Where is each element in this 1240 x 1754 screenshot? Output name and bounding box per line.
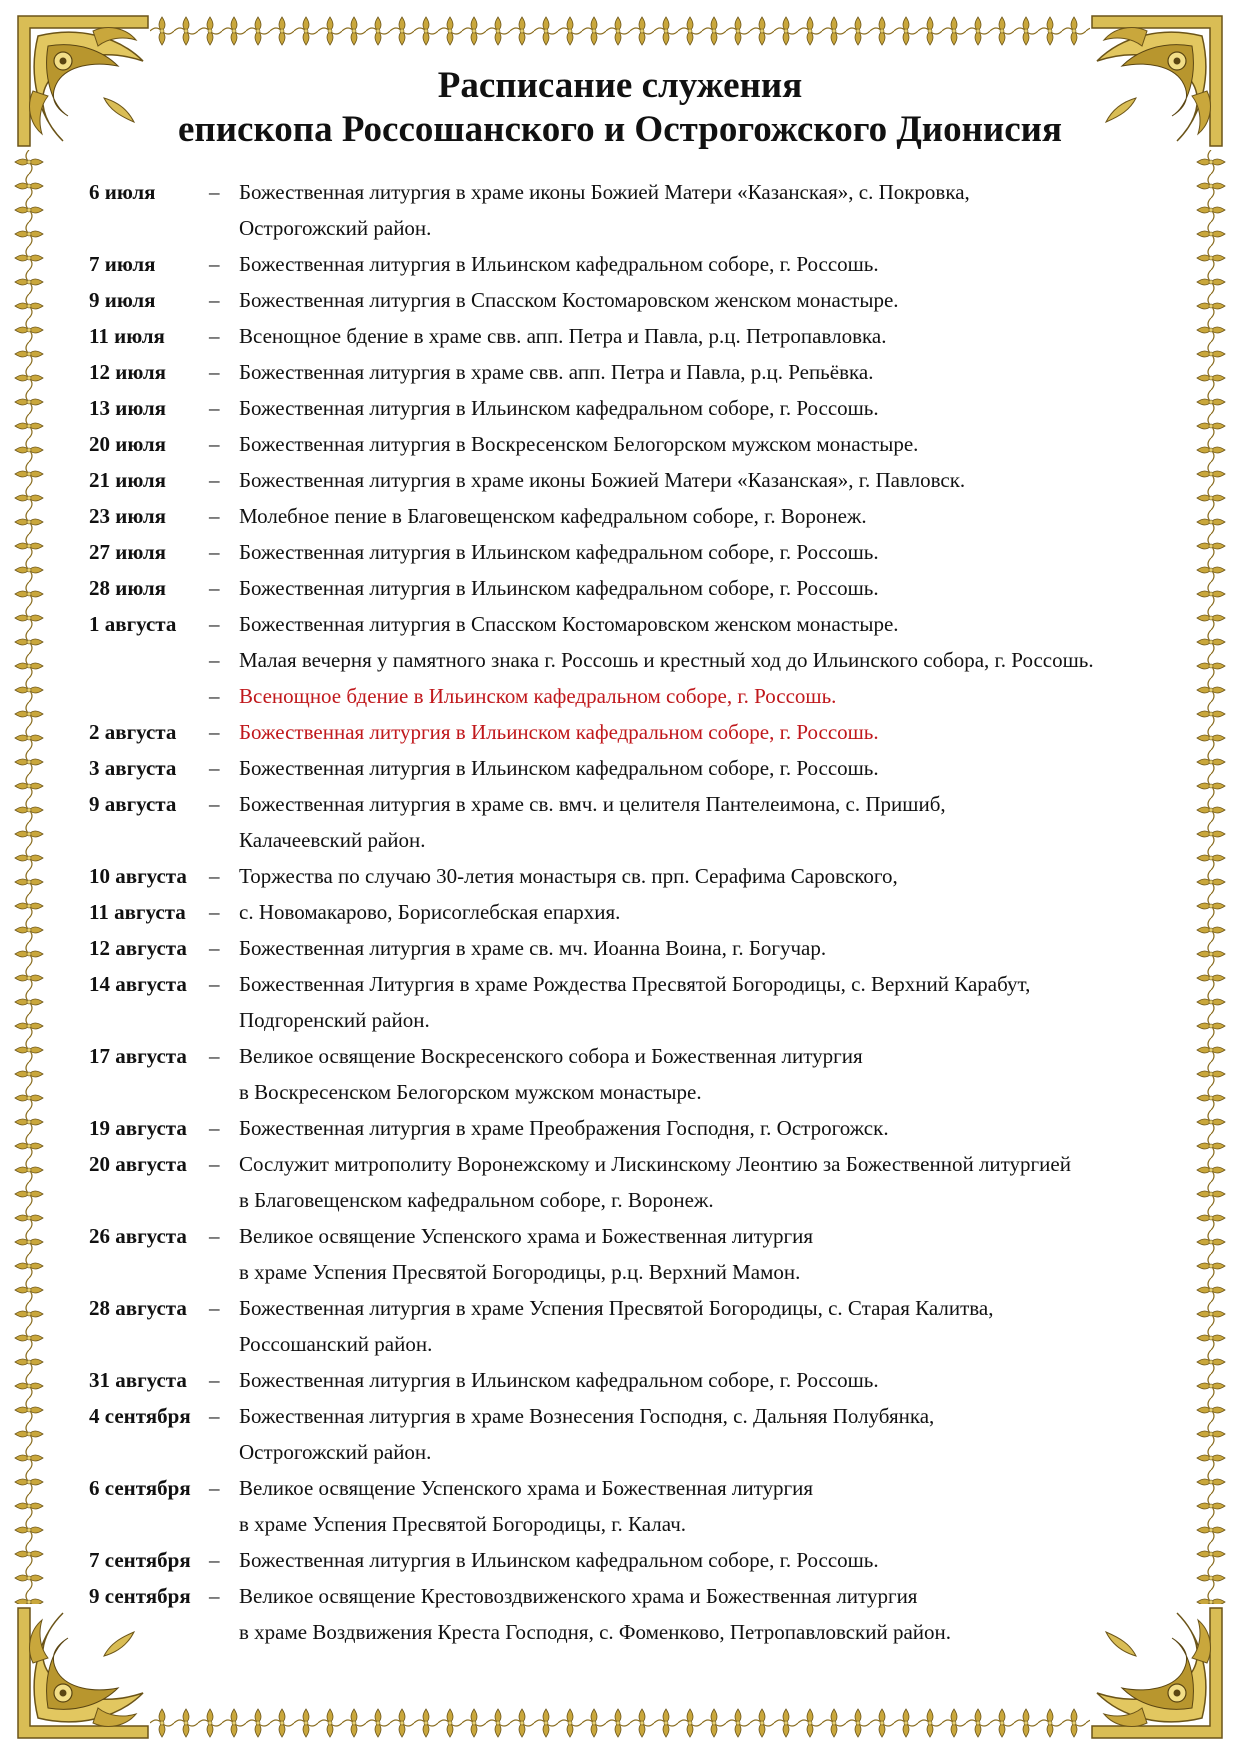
entry-date: 14 августа bbox=[89, 972, 187, 996]
entry-description-line: Божественная литургия в храме свв. апп. Петра и Павла, р.ц. Репьёвка. bbox=[239, 360, 874, 384]
entry-dash: – bbox=[209, 288, 220, 312]
schedule-entry bbox=[89, 930, 1189, 966]
schedule-entry bbox=[89, 1110, 1189, 1146]
entry-description-line: Калачеевский район. bbox=[239, 828, 426, 852]
entry-dash: – bbox=[209, 360, 220, 384]
entry-description bbox=[239, 570, 1189, 606]
entry-description-line: Божественная литургия в храме Успения Пресвятой Богородицы, с. Старая Калитва, bbox=[239, 1296, 994, 1320]
schedule-entry bbox=[89, 174, 1189, 246]
entry-date: 6 июля bbox=[89, 180, 156, 204]
entry-description-line: в храме Успения Пресвятой Богородицы, р.ц. Верхний Мамон. bbox=[239, 1260, 801, 1284]
frame-border-top bbox=[150, 14, 1090, 48]
entry-description-line: Божественная литургия в Ильинском кафедральном соборе, г. Россошь. bbox=[239, 396, 879, 420]
entry-description-line: в храме Успения Пресвятой Богородицы, г. Калач. bbox=[239, 1512, 687, 1536]
entry-dash: – bbox=[209, 324, 220, 348]
entry-date: 28 августа bbox=[89, 1296, 187, 1320]
entry-description-line: Божественная литургия в Ильинском кафедральном соборе, г. Россошь. bbox=[239, 1548, 879, 1572]
entry-dash: – bbox=[209, 936, 220, 960]
entry-dash: – bbox=[209, 180, 220, 204]
entry-dash: – bbox=[209, 576, 220, 600]
entry-dash: – bbox=[209, 972, 220, 996]
schedule-entry bbox=[89, 426, 1189, 462]
frame-border-right bbox=[1194, 150, 1228, 1604]
entry-description bbox=[239, 246, 1189, 282]
entry-date: 11 августа bbox=[89, 900, 186, 924]
entry-dash: – bbox=[209, 648, 220, 672]
entry-description-line: Подгоренский район. bbox=[239, 1008, 430, 1032]
schedule-entry bbox=[89, 642, 1189, 678]
entry-dash: – bbox=[209, 1404, 220, 1428]
schedule-entry bbox=[89, 1578, 1189, 1650]
title-line-1: Расписание служения bbox=[437, 65, 803, 106]
entry-description bbox=[239, 606, 1189, 642]
entry-date: 17 августа bbox=[89, 1044, 187, 1068]
entry-description bbox=[239, 1110, 1189, 1146]
entry-description bbox=[239, 1362, 1189, 1398]
entry-description-line: Божественная литургия в Ильинском кафедральном соборе, г. Россошь. bbox=[239, 1368, 879, 1392]
entry-date: 7 сентября bbox=[89, 1548, 191, 1572]
entry-description-line: Божественная литургия в храме иконы Божией Матери «Казанская», г. Павловск. bbox=[239, 468, 966, 492]
schedule-entry bbox=[89, 606, 1189, 642]
entry-description bbox=[239, 282, 1189, 318]
schedule-entry bbox=[89, 786, 1189, 858]
entry-date: 13 июля bbox=[89, 396, 167, 420]
entry-description bbox=[239, 786, 1189, 858]
entry-description-line: Божественная литургия в Ильинском кафедральном соборе, г. Россошь. bbox=[239, 540, 879, 564]
schedule-list bbox=[89, 174, 1189, 1650]
entry-description bbox=[239, 498, 1189, 534]
entry-description bbox=[239, 966, 1189, 1038]
schedule-entry bbox=[89, 390, 1189, 426]
schedule-entry bbox=[89, 534, 1189, 570]
entry-date: 31 августа bbox=[89, 1368, 187, 1392]
entry-description bbox=[239, 318, 1189, 354]
entry-description bbox=[239, 1398, 1189, 1470]
entry-date: 20 августа bbox=[89, 1152, 187, 1176]
entry-dash: – bbox=[209, 1116, 220, 1140]
entry-date: 9 сентября bbox=[89, 1584, 191, 1608]
entry-dash: – bbox=[209, 612, 220, 636]
entry-description-line: Божественная литургия в храме иконы Божией Матери «Казанская», с. Покровка, bbox=[239, 180, 970, 204]
entry-description bbox=[239, 1470, 1189, 1542]
entry-dash: – bbox=[209, 1548, 220, 1572]
entry-date: 1 августа bbox=[89, 612, 177, 636]
entry-description bbox=[239, 1542, 1189, 1578]
entry-description-line: Божественная литургия в храме Вознесения Господня, с. Дальняя Полубянка, bbox=[239, 1404, 935, 1428]
entry-date: 7 июля bbox=[89, 252, 156, 276]
entry-description-line: Божественная литургия в храме св. мч. Иоанна Воина, г. Богучар. bbox=[239, 936, 827, 960]
entry-date: 6 сентября bbox=[89, 1476, 191, 1500]
entry-description-line: Великое освящение Воскресенского собора и Божественная литургия bbox=[239, 1044, 863, 1068]
schedule-entry bbox=[89, 714, 1189, 750]
entry-description-line: Божественная литургия в Спасском Костомаровском женском монастыре. bbox=[239, 288, 899, 312]
entry-description bbox=[239, 642, 1189, 678]
entry-description-line: Торжества по случаю 30-летия монастыря св. прп. Серафима Саровского, bbox=[239, 864, 898, 888]
entry-description-line: Божественная литургия в Спасском Костомаровском женском монастыре. bbox=[239, 612, 899, 636]
page-title bbox=[0, 64, 1240, 152]
entry-description-line: в Благовещенском кафедральном соборе, г. Воронеж. bbox=[239, 1188, 714, 1212]
schedule-entry bbox=[89, 462, 1189, 498]
entry-date: 3 августа bbox=[89, 756, 177, 780]
schedule-entry bbox=[89, 318, 1189, 354]
entry-description bbox=[239, 714, 1189, 750]
entry-description-line: Божественная литургия в Ильинском кафедральном соборе, г. Россошь. bbox=[239, 252, 879, 276]
entry-description-line: Всенощное бдение в Ильинском кафедральном соборе, г. Россошь. bbox=[239, 684, 837, 708]
schedule-entry bbox=[89, 1398, 1189, 1470]
entry-date: 27 июля bbox=[89, 540, 167, 564]
entry-description-line: Божественная литургия в храме св. вмч. и целителя Пантелеимона, с. Пришиб, bbox=[239, 792, 946, 816]
entry-description bbox=[239, 1146, 1189, 1218]
entry-description-line: Великое освящение Успенского храма и Божественная литургия bbox=[239, 1476, 814, 1500]
entry-dash: – bbox=[209, 540, 220, 564]
entry-description-line: в Воскресенском Белогорском мужском монастыре. bbox=[239, 1080, 702, 1104]
entry-date: 10 августа bbox=[89, 864, 187, 888]
schedule-entry bbox=[89, 1038, 1189, 1110]
entry-description bbox=[239, 390, 1189, 426]
entry-dash: – bbox=[209, 792, 220, 816]
entry-date: 12 июля bbox=[89, 360, 167, 384]
entry-description bbox=[239, 1038, 1189, 1110]
entry-description-line: Молебное пение в Благовещенском кафедральном соборе, г. Воронеж. bbox=[239, 504, 867, 528]
schedule-entry bbox=[89, 246, 1189, 282]
entry-dash: – bbox=[209, 1152, 220, 1176]
schedule-entry bbox=[89, 1362, 1189, 1398]
entry-date: 28 июля bbox=[89, 576, 167, 600]
entry-dash: – bbox=[209, 684, 220, 708]
entry-date: 26 августа bbox=[89, 1224, 187, 1248]
entry-dash: – bbox=[209, 396, 220, 420]
schedule-entry bbox=[89, 570, 1189, 606]
entry-date: 9 августа bbox=[89, 792, 177, 816]
frame-border-left bbox=[12, 150, 46, 1604]
entry-dash: – bbox=[209, 504, 220, 528]
schedule-entry bbox=[89, 750, 1189, 786]
entry-description bbox=[239, 354, 1189, 390]
entry-dash: – bbox=[209, 1476, 220, 1500]
entry-description bbox=[239, 1218, 1189, 1290]
entry-dash: – bbox=[209, 1224, 220, 1248]
schedule-entry bbox=[89, 498, 1189, 534]
entry-dash: – bbox=[209, 1368, 220, 1392]
schedule-entry bbox=[89, 1146, 1189, 1218]
entry-dash: – bbox=[209, 864, 220, 888]
entry-description bbox=[239, 750, 1189, 786]
entry-description-line: Божественная литургия в Ильинском кафедральном соборе, г. Россошь. bbox=[239, 576, 879, 600]
schedule-entry bbox=[89, 1290, 1189, 1362]
schedule-entry bbox=[89, 678, 1189, 714]
entry-date: 12 августа bbox=[89, 936, 187, 960]
entry-description-line: Божественная литургия в Ильинском кафедральном соборе, г. Россошь. bbox=[239, 756, 879, 780]
entry-description bbox=[239, 678, 1189, 714]
entry-date: 20 июля bbox=[89, 432, 167, 456]
entry-date: 11 июля bbox=[89, 324, 165, 348]
entry-date: 9 июля bbox=[89, 288, 156, 312]
entry-description bbox=[239, 426, 1189, 462]
entry-description bbox=[239, 1578, 1189, 1650]
entry-description-line: Великое освящение Успенского храма и Божественная литургия bbox=[239, 1224, 814, 1248]
entry-dash: – bbox=[209, 1044, 220, 1068]
entry-date: 19 августа bbox=[89, 1116, 187, 1140]
entry-description-line: Острогожский район. bbox=[239, 1440, 432, 1464]
entry-date: 23 июля bbox=[89, 504, 167, 528]
entry-dash: – bbox=[209, 432, 220, 456]
entry-description-line: Россошанский район. bbox=[239, 1332, 433, 1356]
entry-description-line: Божественная Литургия в храме Рождества Пресвятой Богородицы, с. Верхний Карабут, bbox=[239, 972, 1031, 996]
entry-description-line: Острогожский район. bbox=[239, 216, 432, 240]
schedule-entry bbox=[89, 1218, 1189, 1290]
entry-description bbox=[239, 894, 1189, 930]
entry-description-line: с. Новомакарово, Борисоглебская епархия. bbox=[239, 900, 621, 924]
schedule-entry bbox=[89, 1542, 1189, 1578]
schedule-entry bbox=[89, 966, 1189, 1038]
entry-dash: – bbox=[209, 252, 220, 276]
schedule-entry bbox=[89, 1470, 1189, 1542]
entry-description bbox=[239, 1290, 1189, 1362]
title-line-2: епископа Россошанского и Острогожского Дионисия bbox=[178, 109, 1062, 150]
entry-dash: – bbox=[209, 720, 220, 744]
entry-description-line: Малая вечерня у памятного знака г. Россошь и крестный ход до Ильинского собора, г. Россошь. bbox=[239, 648, 1094, 672]
entry-description bbox=[239, 462, 1189, 498]
entry-description-line: Сослужит митрополиту Воронежскому и Лискинскому Леонтию за Божественной литургией bbox=[239, 1152, 1071, 1176]
entry-description bbox=[239, 174, 1189, 246]
entry-dash: – bbox=[209, 1296, 220, 1320]
entry-dash: – bbox=[209, 756, 220, 780]
entry-description-line: Божественная литургия в Ильинском кафедральном соборе, г. Россошь. bbox=[239, 720, 879, 744]
entry-description-line: Божественная литургия в храме Преображения Господня, г. Острогожск. bbox=[239, 1116, 889, 1140]
entry-dash: – bbox=[209, 900, 220, 924]
schedule-entry bbox=[89, 354, 1189, 390]
schedule-entry bbox=[89, 282, 1189, 318]
frame-border-bottom bbox=[150, 1706, 1090, 1740]
entry-description-line: Великое освящение Крестовоздвиженского храма и Божественная литургия bbox=[239, 1584, 918, 1608]
schedule-entry bbox=[89, 858, 1189, 894]
entry-description bbox=[239, 534, 1189, 570]
entry-description-line: в храме Воздвижения Креста Господня, с. Фоменково, Петропавловский район. bbox=[239, 1620, 952, 1644]
entry-description bbox=[239, 858, 1189, 894]
entry-date: 2 августа bbox=[89, 720, 177, 744]
entry-dash: – bbox=[209, 468, 220, 492]
entry-dash: – bbox=[209, 1584, 220, 1608]
entry-date: 21 июля bbox=[89, 468, 167, 492]
entry-date: 4 сентября bbox=[89, 1404, 191, 1428]
entry-description-line: Всенощное бдение в храме свв. апп. Петра и Павла, р.ц. Петропавловка. bbox=[239, 324, 887, 348]
entry-description bbox=[239, 930, 1189, 966]
schedule-entry bbox=[89, 894, 1189, 930]
entry-description-line: Божественная литургия в Воскресенском Белогорском мужском монастыре. bbox=[239, 432, 919, 456]
